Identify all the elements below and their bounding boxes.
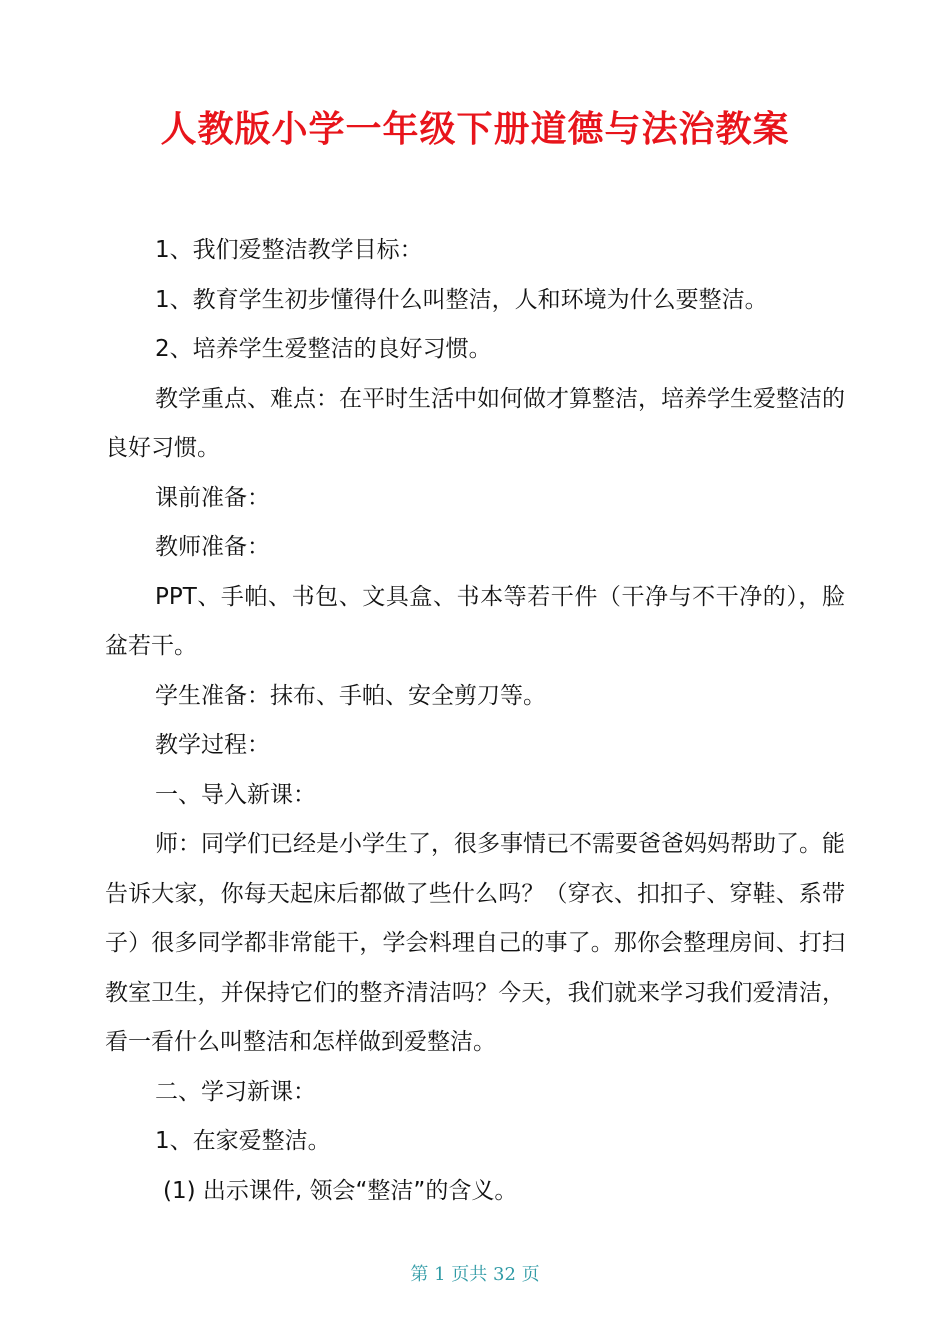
paragraph: 教师准备： — [155, 534, 270, 560]
document-body — [105, 226, 845, 1216]
paragraph: 学生准备：抹布、手帕、安全剪刀等。 — [155, 682, 546, 709]
paragraph: 课前准备： — [155, 484, 270, 511]
paragraph: 1、教育学生初步懂得什么叫整洁，人和环境为什么要整洁。 — [155, 286, 768, 313]
paragraph: 教学重点、难点：在平时生活中如何做才算整洁，培养学生爱整洁的良好习惯。 — [105, 385, 845, 461]
paragraph: 一、导入新课： — [155, 781, 316, 808]
paragraph: 二、学习新课： — [155, 1078, 316, 1105]
paragraph: 师：同学们已经是小学生了，很多事情已不需要爸爸妈妈帮助了。能告诉大家，你每天起床后都做了些什么吗？（穿衣、扣扣子、穿鞋、系带子）很多同学都非常能干，学会料理自己的事了。那你会整理房间、打扫教室卫生，并保持它们的整齐清洁吗？今天，我们就来学习我们爱清洁，看一看什么叫整洁和怎样做到爱整洁。 — [105, 831, 845, 1055]
paragraph: 1、在家爱整洁。 — [155, 1128, 331, 1154]
page-number-footer: 第 1 页共 32 页 — [410, 1264, 540, 1285]
paragraph: (1) 出示课件, 领会“整洁”的含义。 — [163, 1177, 518, 1204]
paragraph: 教学过程： — [155, 732, 270, 758]
paragraph: 1、我们爱整洁教学目标： — [155, 237, 423, 263]
paragraph: PPT、手帕、书包、文具盒、书本等若干件（干净与不干净的），脸盆若干。 — [105, 583, 845, 659]
paragraph: 2、培养学生爱整洁的良好习惯。 — [155, 336, 492, 362]
document-title: 人教版小学一年级下册道德与法治教案 — [160, 109, 790, 150]
